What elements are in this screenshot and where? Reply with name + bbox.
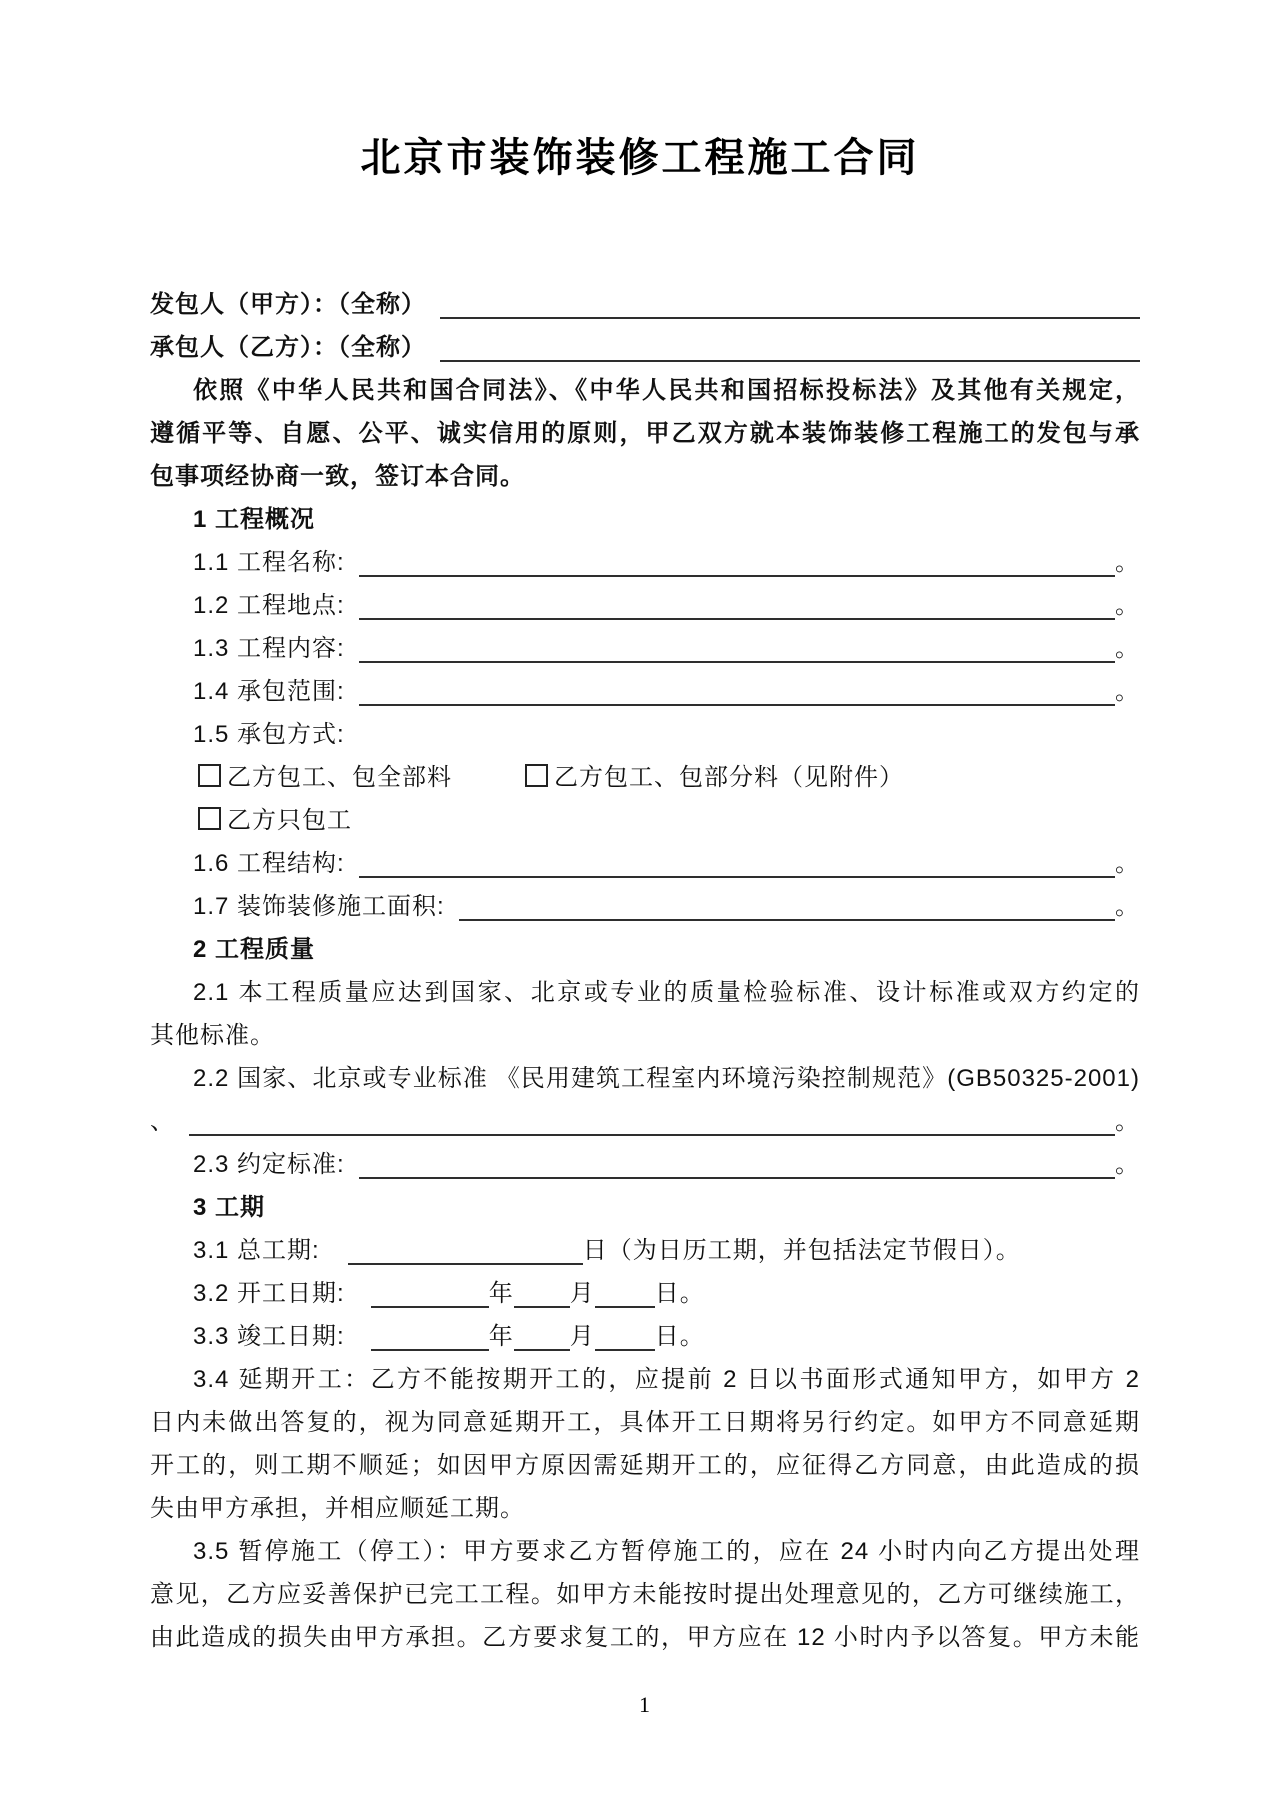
day-char: 日。 [654, 1280, 705, 1307]
section-2-heading: 2 工程质量 [193, 936, 316, 963]
contract-mode-options-row-1 [150, 756, 1140, 799]
party-b-row [150, 326, 1140, 369]
field-project-name-input-line[interactable] [359, 541, 1115, 577]
clause-3-4-line-4: 失由甲方承担，并相应顺延工期。 [150, 1495, 525, 1522]
field-project-content-label: 1.3 工程内容: [193, 635, 345, 662]
period: 。 [1115, 635, 1140, 662]
total-duration-suffix: 日（为日历工期，并包括法定节假日）。 [582, 1237, 1021, 1264]
start-date-day-input-line[interactable] [595, 1272, 655, 1308]
checkbox-option-all-materials-label: 乙方包工、包全部料 [227, 764, 452, 791]
field-structure-input-line[interactable] [359, 842, 1115, 878]
total-duration-input-line[interactable] [348, 1229, 583, 1265]
checkbox-option-partial-materials-label: 乙方包工、包部分料（见附件） [554, 764, 904, 791]
section-1-heading: 1 工程概况 [193, 506, 316, 533]
field-project-location-row [150, 584, 1140, 627]
field-contract-scope-label: 1.4 承包范围: [193, 678, 345, 705]
period: 。 [1115, 549, 1140, 576]
checkbox-option-labor-only-label: 乙方只包工 [227, 807, 352, 834]
intro-line-3: 包事项经协商一致，签订本合同。 [150, 463, 525, 490]
month-char: 月 [569, 1323, 595, 1350]
clause-3-4-line-1: 3.4 延期开工：乙方不能按期开工的，应提前 2 日以书面形式通知甲方，如甲方 2 [193, 1366, 1140, 1393]
period: 。 [1115, 592, 1140, 619]
page-number: 1 [639, 1692, 651, 1717]
field-project-location-input-line[interactable] [359, 584, 1115, 620]
field-project-location-label: 1.2 工程地点: [193, 592, 345, 619]
intro-line-2: 遵循平等、自愿、公平、诚实信用的原则，甲乙双方就本装饰装修工程施工的发包与承 [150, 420, 1140, 447]
period: 。 [1115, 850, 1140, 877]
clause-3-5-line-3: 由此造成的损失由甲方承担。乙方要求复工的，甲方应在 12 小时内予以答复。甲方未能 [150, 1624, 1140, 1651]
year-char: 年 [488, 1323, 514, 1350]
clause-3-1-row [150, 1229, 1140, 1272]
checkbox-option-partial-materials[interactable] [525, 756, 904, 799]
clause-2-2-continuation-row [150, 1100, 1140, 1143]
completion-date-day-input-line[interactable] [595, 1315, 655, 1351]
party-a-label: 发包人（甲方）：（全称） [150, 291, 426, 318]
checkbox-icon[interactable] [525, 764, 548, 787]
party-a-input-line[interactable] [440, 283, 1140, 319]
clause-2-3-input-line[interactable] [359, 1143, 1115, 1179]
document-title: 北京市装饰装修工程施工合同 [360, 136, 920, 180]
party-a-row [150, 283, 1140, 326]
period: 。 [1115, 678, 1140, 705]
field-project-name-label: 1.1 工程名称: [193, 549, 345, 576]
completion-date-label: 3.3 竣工日期: [193, 1323, 345, 1350]
year-char: 年 [488, 1280, 514, 1307]
contract-mode-label: 1.5 承包方式: [193, 721, 345, 748]
checkbox-option-labor-only[interactable] [198, 799, 352, 842]
field-structure-label: 1.6 工程结构: [193, 850, 345, 877]
field-contract-scope-input-line[interactable] [359, 670, 1115, 706]
completion-date-month-input-line[interactable] [514, 1315, 570, 1351]
clause-3-2-row [150, 1272, 1140, 1315]
checkbox-option-all-materials[interactable] [198, 756, 452, 799]
clause-3-4-line-3: 开工的，则工期不顺延；如因甲方原因需延期开工的，应征得乙方同意，由此造成的损 [150, 1452, 1140, 1479]
clause-2-1-line-2: 其他标准。 [150, 1022, 275, 1049]
total-duration-label: 3.1 总工期: [193, 1237, 320, 1264]
contract-mode-row [150, 713, 1140, 756]
clause-2-2-input-line[interactable] [189, 1100, 1115, 1136]
clause-3-4-line-2: 日内未做出答复的，视为同意延期开工，具体开工日期将另行约定。如甲方不同意延期 [150, 1409, 1140, 1436]
section-3-heading: 3 工期 [193, 1194, 266, 1221]
clause-2-3-row [150, 1143, 1140, 1186]
clause-2-2-line-1: 2.2 国家、北京或专业标准 《民用建筑工程室内环境污染控制规范》(GB50325-2001) [193, 1065, 1140, 1092]
period: 。 [1115, 893, 1140, 920]
contract-mode-options-row-2 [150, 799, 1140, 842]
checkbox-icon[interactable] [198, 764, 221, 787]
intro-line-1: 依照《中华人民共和国合同法》、《中华人民共和国招标投标法》及其他有关规定， [193, 377, 1140, 404]
period: 。 [1115, 1151, 1140, 1178]
field-project-content-row [150, 627, 1140, 670]
field-area-input-line[interactable] [459, 885, 1115, 921]
field-project-name-row [150, 541, 1140, 584]
completion-date-year-input-line[interactable] [371, 1315, 489, 1351]
month-char: 月 [569, 1280, 595, 1307]
clause-2-1-line-1: 2.1 本工程质量应达到国家、北京或专业的质量检验标准、设计标准或双方约定的 [193, 979, 1140, 1006]
start-date-year-input-line[interactable] [371, 1272, 489, 1308]
field-area-label: 1.7 装饰装修施工面积: [193, 893, 445, 920]
period: 。 [1115, 1108, 1140, 1135]
clause-2-3-label: 2.3 约定标准: [193, 1151, 345, 1178]
field-project-content-input-line[interactable] [359, 627, 1115, 663]
clause-3-5-line-2: 意见，乙方应妥善保护已完工工程。如甲方未能按时提出处理意见的，乙方可继续施工， [150, 1581, 1140, 1608]
checkbox-icon[interactable] [198, 807, 221, 830]
party-b-input-line[interactable] [440, 326, 1140, 362]
field-structure-row [150, 842, 1140, 885]
party-b-label: 承包人（乙方）：（全称） [150, 334, 426, 361]
clause-2-2-prefix: 、 [150, 1108, 175, 1135]
field-area-row [150, 885, 1140, 928]
start-date-month-input-line[interactable] [514, 1272, 570, 1308]
clause-3-5-line-1: 3.5 暂停施工（停工）：甲方要求乙方暂停施工的，应在 24 小时内向乙方提出处理 [193, 1538, 1140, 1565]
start-date-label: 3.2 开工日期: [193, 1280, 345, 1307]
day-char: 日。 [654, 1323, 705, 1350]
field-contract-scope-row [150, 670, 1140, 713]
clause-3-3-row [150, 1315, 1140, 1358]
